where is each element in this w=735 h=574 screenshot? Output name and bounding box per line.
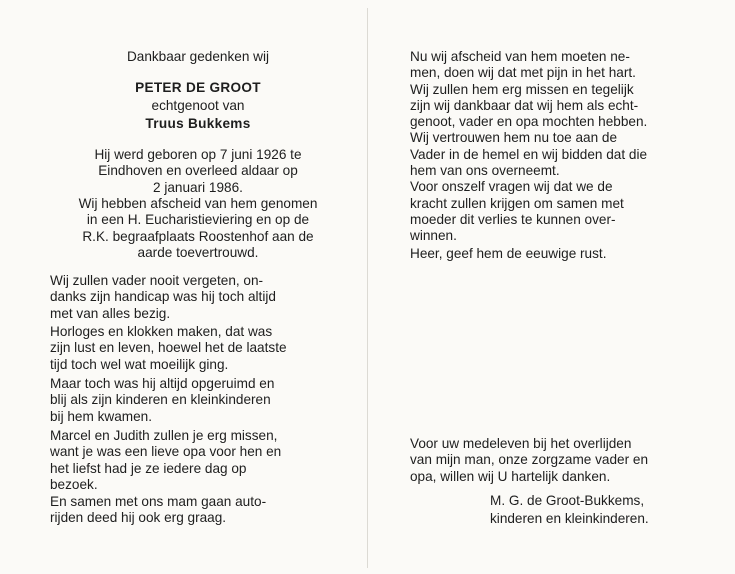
text-line: bij hem kwamen. (50, 408, 152, 424)
intro-text: Dankbaar gedenken wij (126, 49, 270, 64)
text-line: hem van ons overneemt. (410, 163, 560, 179)
text-line: 2 januari 1986. (153, 179, 243, 195)
text-line: Horloges en klokken maken, dat was (50, 324, 273, 339)
text-line: want je was een lieve opa voor hen en (50, 444, 282, 460)
text-line: Voor uw medeleven bij het overlijden (410, 436, 632, 451)
text-line: rijden deed hij ook erg graag. (50, 510, 227, 526)
memory-paragraph (50, 273, 346, 322)
memory-paragraph (50, 324, 346, 373)
text-line: opa, willen wij U hartelijk danken. (410, 468, 611, 484)
text-line: danks zijn handicap was hij toch altijd (50, 289, 276, 305)
text-line: moeder dit verlies te kunnen over- (410, 211, 616, 227)
text-line: van mijn man, onze zorgzame vader en (410, 452, 649, 468)
signature-line: kinderen en kleinkinderen. (490, 511, 649, 527)
funeral-paragraph (50, 196, 346, 261)
text-line: En samen met ons mam gaan auto- (50, 494, 267, 509)
text-line: Wij hebben afscheid van hem genomen (78, 196, 318, 211)
text-line: tijd toch wel wat moeilijk ging. (50, 356, 229, 372)
memory-paragraph (50, 428, 346, 493)
text-line: bezoek. (50, 476, 98, 492)
text-line: winnen. (410, 228, 457, 244)
text-line: zijn wij dankbaar dat wij hem als echt- (410, 97, 639, 113)
text-line: kracht zullen krijgen om samen met (410, 195, 624, 211)
signature-block (490, 493, 705, 528)
text-line: Hij werd geboren op 7 juni 1926 te (94, 147, 302, 162)
text-line: Wij zullen hem erg missen en tegelijk (410, 81, 634, 97)
memory-paragraph (50, 494, 346, 527)
spouse-name: Truus Bukkems (145, 116, 251, 131)
text-line: Marcel en Judith zullen je erg missen, (50, 428, 278, 443)
text-line: aarde toevertrouwd. (137, 244, 259, 260)
signature-line: M. G. de Groot-Bukkems, (490, 493, 645, 508)
text-line: men, doen wij dat met pijn in het hart. (410, 65, 636, 81)
text-line: genoot, vader en opa mochten hebben. (410, 114, 648, 130)
text-line: Wij vertrouwen hem nu toe aan de (410, 130, 618, 146)
text-line: Wij zullen vader nooit vergeten, on- (50, 273, 264, 288)
text-line: het liefst had je ze iedere dag op (50, 460, 247, 476)
memory-paragraph (50, 376, 346, 425)
farewell-paragraph (410, 49, 705, 245)
text-line: Vader in de hemel en wij bidden dat die (410, 146, 648, 162)
text-line: R.K. begraafplaats Roostenhof aan de (82, 228, 314, 244)
relation-text: echtgenoot van (151, 98, 245, 113)
text-line: in een H. Eucharistieviering en op de (86, 212, 310, 228)
text-line: Nu wij afscheid van hem moeten ne- (410, 49, 630, 64)
text-line: met van alles bezig. (50, 305, 171, 321)
text-line: Maar toch was hij altijd opgeruimd en (50, 376, 275, 391)
prayer-line: Heer, geef hem de eeuwige rust. (410, 246, 607, 261)
fold-line (367, 8, 368, 568)
text-line: Eindhoven en overleed aldaar op (98, 163, 298, 179)
deceased-name: PETER DE GROOT (135, 80, 261, 95)
text-line: Voor onszelf vragen wij dat we de (410, 179, 613, 195)
text-line: blij als zijn kinderen en kleinkinderen (50, 392, 271, 408)
text-line: zijn lust en leven, hoewel het de laatste (50, 340, 287, 356)
thanks-paragraph (410, 436, 705, 485)
birth-death-paragraph (50, 147, 346, 196)
